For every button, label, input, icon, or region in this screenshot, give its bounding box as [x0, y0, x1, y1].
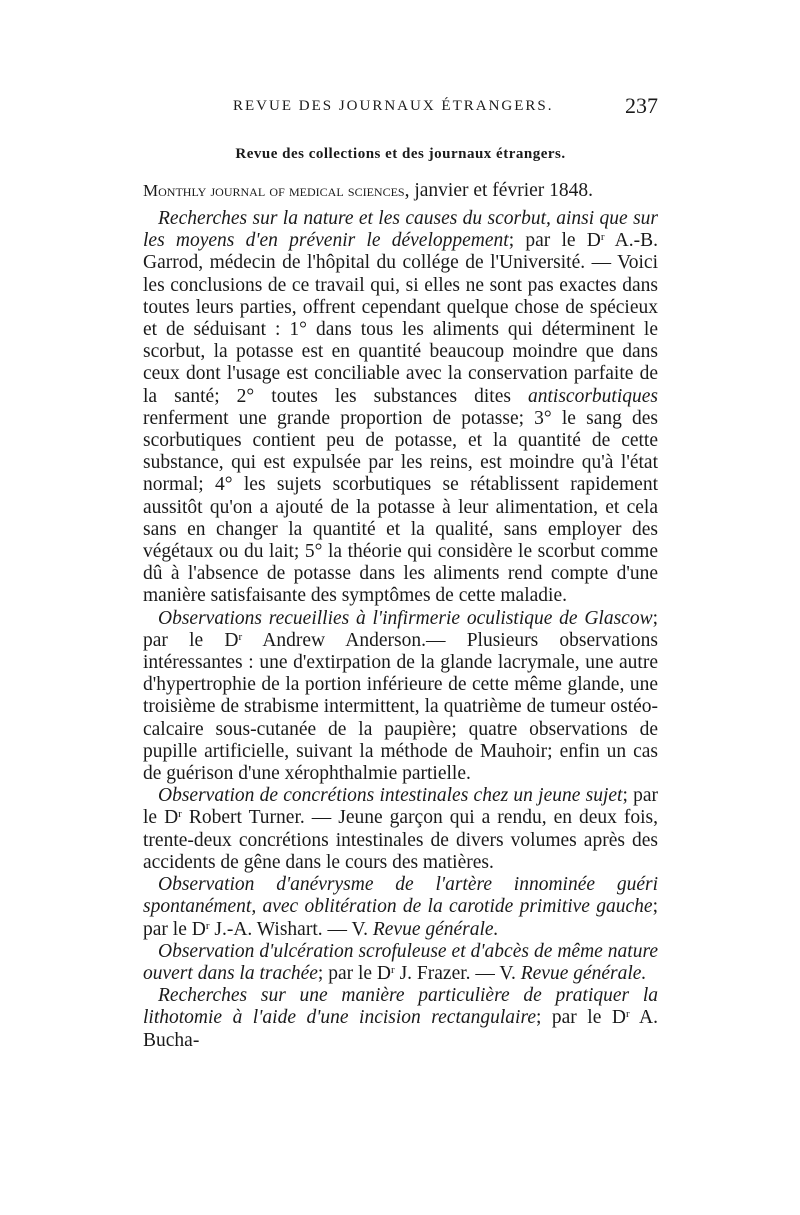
running-title: REVUE DES JOURNAUX ÉTRANGERS.	[233, 98, 554, 114]
entry-author: A. Bucha-	[143, 1007, 658, 1051]
entry-lithotomie: Recherches sur une manière particulière de pratiquer la lithotomie à l'aide d'une incision rectangulaire; par le $D^r$ A. Bucha-	[143, 985, 658, 1051]
entry-title: Observation de concrétions intestinales chez un jeune sujet	[158, 785, 623, 807]
entry-anevrysme: Observation d'anévrysme de l'artère innominée guéri spontanément, avec oblitération de la carotide primitive gauche; par le $D^r$ J.-A. Wishart. — V. Revue générale.	[143, 874, 658, 940]
entry-title: Observation d'anévrysme de l'artère innominée guéri spontanément, avec oblitération de la carotide primitive gauche	[143, 874, 658, 918]
journal-date: , janvier et février 1848.	[404, 180, 594, 201]
entry-author: A.-B. Garrod	[143, 230, 658, 274]
cross-reference: Revue générale.	[520, 962, 647, 984]
entry-title: Recherches sur une manière particulière de pratiquer la lithotomie à l'aide d'une incision rectangulaire	[143, 985, 658, 1029]
entry-concretions: Observation de concrétions intestinales chez un jeune sujet; par le $D^r$ Robert Turner. — Jeune garçon qui a rendu, en deux fois, trente-deux concrétions intestinales de divers volumes après des accidents de gêne dans le cours des matières.	[143, 785, 659, 873]
entry-author: Robert Turner	[181, 807, 300, 829]
section-title: Revue des collections et des journaux étrangers.	[235, 146, 566, 162]
italic-term: antiscorbutiques	[528, 385, 658, 407]
entry-ulceration: Observation d'ulcération scrofuleuse et d'abcès de même nature ouvert dans la trachée; par le $D^r$ J. Frazer. — V. Revue générale.	[143, 940, 658, 984]
entry-title: Recherches sur la nature et les causes du scorbut, ainsi que sur les moyens d'en prévenir le développement	[143, 208, 658, 252]
entry-author: Andrew Anderson	[242, 629, 422, 651]
page-number: 237	[625, 93, 658, 118]
journal-name: Monthly journal of medical sciences	[143, 181, 405, 200]
journal-line	[143, 180, 658, 202]
running-head	[143, 93, 658, 124]
entry-author: J.-A. Wishart	[209, 918, 318, 940]
entry-author: J. Frazer	[394, 962, 466, 984]
entry-glascow: Observations recueillies à l'infirmerie oculistique de Glascow; par le $D^r$ Andrew Anderson.— Plusieurs observations intéressantes : une d'extirpation de la glande lacrymale, une autre d'hypertrophie de la portion inférieure de cette même glande, une troisième de strabisme intermittent, la quatrième de tumeur ostéo-calcaire sous-cutanée de la paupière; quatre observations de pupille artificielle, suivant la méthode de Mauhoir; enfin un cas de guérison d'une xérophthalmie partielle.	[143, 607, 658, 785]
body-text	[143, 208, 658, 1052]
cross-reference: Revue générale.	[372, 918, 499, 940]
entry-title: Observation d'ulcération scrofuleuse et d'abcès de même nature ouvert dans la trachée	[143, 940, 658, 984]
entry-scorbut: Recherches sur la nature et les causes du scorbut, ainsi que sur les moyens d'en prévenir le développement; par le $D^r$ A.-B. Garrod, médecin de l'hôpital du collége de l'Université. — Voici les conclusions de ce travail qui, si elles ne sont pas exactes dans toutes leurs parties, offrent cependant quelque chose de spécieux et de séduisant : 1° dans tous les aliments qui déterminent le scorbut, la potasse est en quantité beaucoup moindre que dans ceux dont l'usage est conciliable avec la conservation parfaite de la santé; 2° toutes les substances dites antiscorbutiques renferment une grande proportion de potasse; 3° le sang des scorbutiques contient peu de potasse, et la quantité de cette substance, qui est expulsée par les reins, est moindre qu'à l'état normal; 4° les sujets scorbutiques se rétablissent rapidement aussitôt qu'on a ajouté de la potasse à leur alimentation, et cela sans en changer la quantité et la qualité, sans employer des végétaux ou du lait; 5° la théorie qui considère le scorbut comme dû à l'absence de potasse dans les aliments rend compte d'une manière satisfaisante des symptômes de cette maladie.	[143, 208, 658, 607]
entry-title: Observations recueillies à l'infirmerie oculistique de Glascow	[158, 607, 653, 629]
